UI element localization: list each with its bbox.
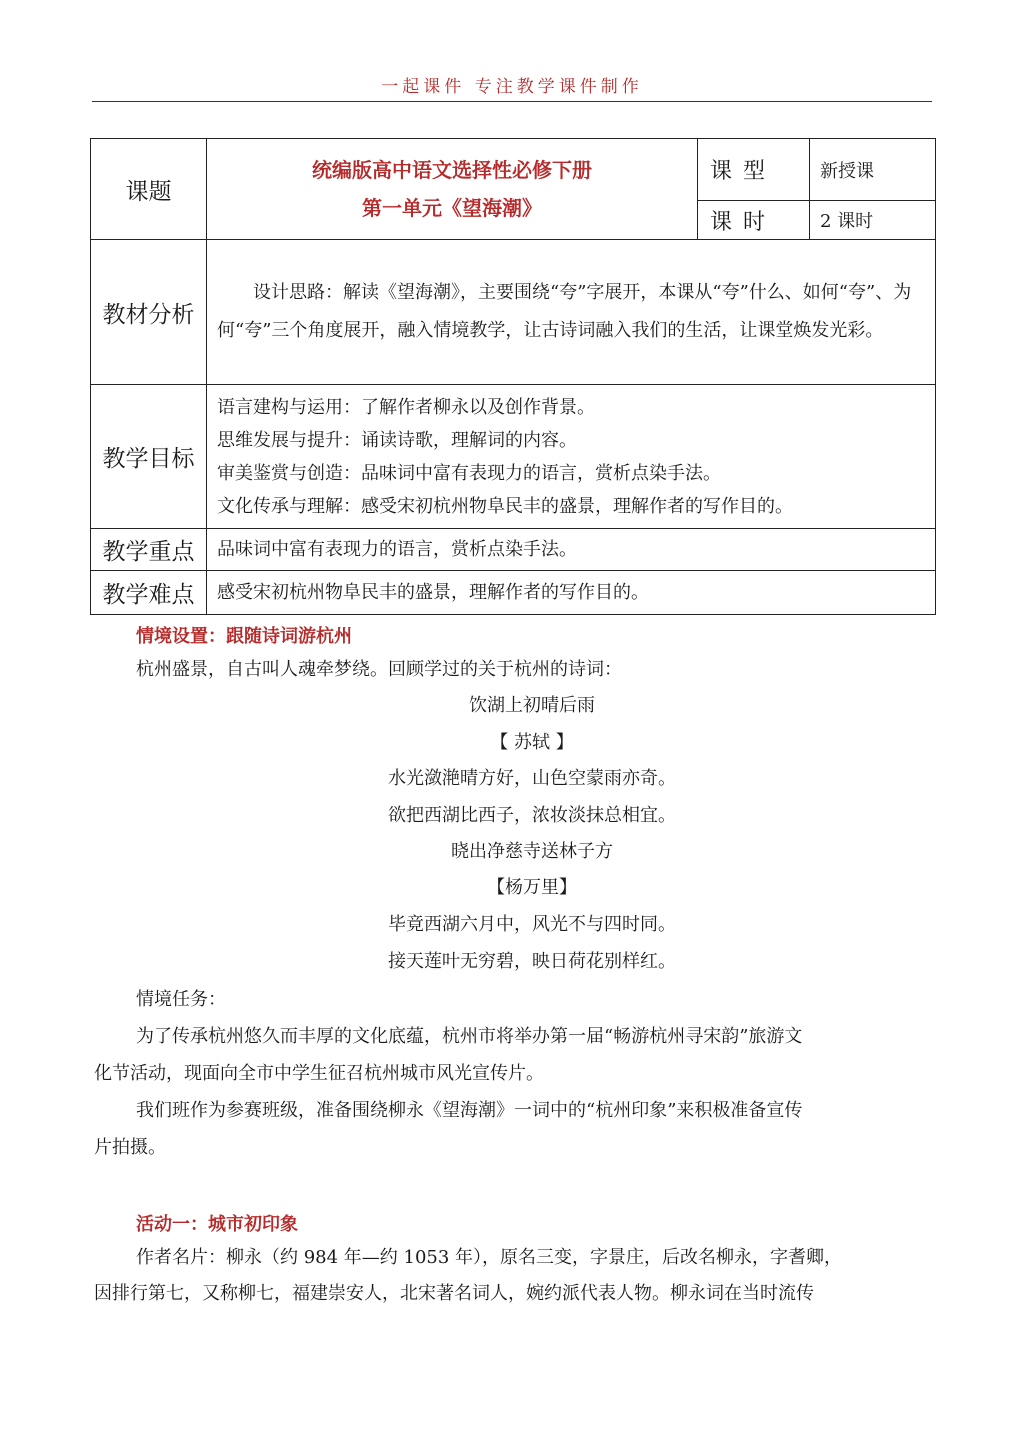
- task-label: 情境任务：: [136, 989, 226, 1010]
- analysis-paragraph: 设计思路：解读《望海潮》，主要围绕“夸”字展开，本课从“夸”什么、如何“夸”、为何“夸”三个角度展开，融入情境教学，让古诗词融入我们的生活，让课堂焕发光彩。: [217, 282, 912, 341]
- lesson-plan-table: [90, 138, 936, 615]
- poem1-title: 饮湖上初晴后雨: [469, 695, 595, 716]
- lesson-title-line2: 第一单元《望海潮》: [362, 196, 542, 220]
- task-p2-line1: 我们班作为参赛班级，准备围绕柳永《望海潮》一词中的“杭州印象”来积极准备宣传: [136, 1100, 803, 1121]
- poem1-author: 【 苏轼 】: [490, 732, 574, 753]
- hours-label: 课 时: [698, 201, 810, 240]
- activity1-line1: 作者名片：柳永（约 984 年—约 1053 年），原名三变，字景庄，后改名柳永，字耆卿，: [136, 1247, 843, 1268]
- goals-label: 教学目标: [91, 385, 207, 529]
- hours-value: 2 课时: [810, 201, 936, 240]
- task-p1-line1: 为了传承杭州悠久而丰厚的文化底蕴，杭州市将举办第一届“畅游杭州寻宋韵”旅游文: [136, 1026, 803, 1047]
- type-label: 课 型: [698, 139, 810, 201]
- lesson-title: [207, 139, 698, 240]
- poem2-title: 晓出净慈寺送林子方: [451, 841, 613, 862]
- lesson-title-line1: 统编版高中语文选择性必修下册: [312, 158, 592, 182]
- poem2-line2: 接天莲叶无穷碧，映日荷花别样红。: [388, 951, 676, 972]
- goal-language: 语言建构与运用：了解作者柳永以及创作背景。: [217, 396, 595, 418]
- topic-label: 课题: [91, 139, 207, 240]
- poem1-line2: 欲把西湖比西子，浓妆淡抹总相宜。: [388, 805, 676, 826]
- activity1-heading: 活动一：城市初印象: [136, 1214, 298, 1235]
- difficulty-text: 感受宋初杭州物阜民丰的盛景，理解作者的写作目的。: [207, 571, 936, 615]
- focus-text: 品味词中富有表现力的语言，赏析点染手法。: [207, 529, 936, 571]
- analysis-text: [207, 240, 936, 385]
- task-p1-line2: 化节活动，现面向全市中学生征召杭州城市风光宣传片。: [94, 1063, 544, 1084]
- task-p2-line2: 片拍摄。: [94, 1137, 166, 1158]
- poem1-line1: 水光潋滟晴方好，山色空蒙雨亦奇。: [388, 768, 676, 789]
- goal-culture: 文化传承与理解：感受宋初杭州物阜民丰的盛景，理解作者的写作目的。: [217, 495, 793, 517]
- difficulty-label: 教学难点: [91, 571, 207, 615]
- analysis-label: 教材分析: [91, 240, 207, 385]
- poem2-author: 【杨万里】: [487, 877, 577, 898]
- goal-thinking: 思维发展与提升：诵读诗歌，理解词的内容。: [217, 429, 577, 451]
- header-divider: [92, 101, 932, 102]
- situation-heading: 情境设置：跟随诗词游杭州: [136, 626, 352, 647]
- page-header: 一起课件 专注教学课件制作: [381, 77, 643, 97]
- poem2-line1: 毕竟西湖六月中，风光不与四时同。: [388, 914, 676, 935]
- type-value: 新授课: [810, 139, 936, 201]
- goal-aesthetic: 审美鉴赏与创造：品味词中富有表现力的语言，赏析点染手法。: [217, 462, 721, 484]
- goals-list: [207, 385, 936, 529]
- situation-intro: 杭州盛景，自古叫人魂牵梦绕。回顾学过的关于杭州的诗词：: [136, 659, 622, 680]
- activity1-line2: 因排行第七，又称柳七，福建崇安人，北宋著名词人，婉约派代表人物。柳永词在当时流传: [94, 1283, 814, 1304]
- focus-label: 教学重点: [91, 529, 207, 571]
